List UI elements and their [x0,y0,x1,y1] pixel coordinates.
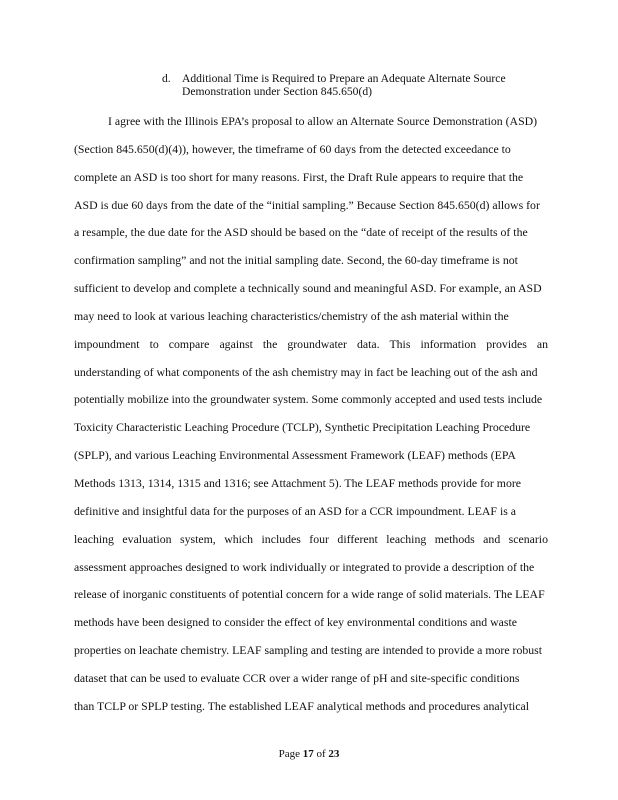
paragraph-line: methods have been designed to consider the effect of key environmental conditions and waste [74,615,518,630]
paragraph-line: a resample, the due date for the ASD should be based on the “date of receipt of the results of the [74,225,528,240]
paragraph-line: potentially mobilize into the groundwater system. Some commonly accepted and used tests include [74,392,543,407]
paragraph-line: dataset that can be used to evaluate CCR over a wider range of pH and site-specific conditions [74,670,520,685]
paragraph-line: Methods 1313, 1314, 1315 and 1316; see Attachment 5). The LEAF methods provide for more [74,475,522,490]
paragraph-line: (Section 845.650(d)(4)), however, the timeframe of 60 days from the detected exceedance to [74,141,511,156]
page-label: Page [278,748,303,760]
section-title-line-1: Additional Time is Required to Prepare an Adequate Alternate Source [182,72,506,85]
section-title-line-2: Demonstration under Section 845.650(d) [182,85,372,98]
section-marker: d. [162,72,171,85]
paragraph-line: than TCLP or SPLP testing. The established LEAF analytical methods and procedures analytical [74,698,530,713]
paragraph-line: understanding of what components of the ash chemistry may in fact be leaching out of the ash and [74,364,538,379]
paragraph-line: confirmation sampling” and not the initial sampling date. Second, the 60-day timeframe is not [74,253,518,268]
paragraph-line: (SPLP), and various Leaching Environmental Assessment Framework (LEAF) methods (EPA [74,448,516,463]
paragraph-line: assessment approaches designed to work individually or integrated to provide a description of the [74,559,535,574]
page-of-label: of [313,748,329,760]
body-paragraph [74,114,548,727]
paragraph-line: definitive and insightful data for the purposes of an ASD for a CCR impoundment. LEAF is a [74,503,516,518]
paragraph-line: sufficient to develop and complete a technically sound and meaningful ASD. For example, an ASD [74,281,542,296]
paragraph-line: complete an ASD is too short for many reasons. First, the Draft Rule appears to require that the [74,169,524,184]
paragraph-line: I agree with the Illinois EPA’s proposal to allow an Alternate Source Demonstration (ASD) [108,114,538,128]
current-page-number: 17 [302,748,314,760]
paragraph-line: leaching evaluation system, which includes four different leaching methods and scenario [74,531,548,546]
paragraph-line: Toxicity Characteristic Leaching Procedure (TCLP), Synthetic Precipitation Leaching Procedure [74,420,531,435]
page-footer [0,748,618,760]
paragraph-line: properties on leachate chemistry. LEAF sampling and testing are intended to provide a more robust [74,643,543,658]
paragraph-line: may need to look at various leaching characteristics/chemistry of the ash material within the [74,308,509,323]
total-page-count: 23 [328,748,340,760]
paragraph-line: ASD is due 60 days from the date of the “initial sampling.” Because Section 845.650(d) allows for [74,197,540,212]
paragraph-line: impoundment to compare against the groundwater data. This information provides an [74,336,548,351]
paragraph-line: release of inorganic constituents of potential concern for a wide range of solid materials. The LEAF [74,587,545,602]
section-title [182,72,542,98]
